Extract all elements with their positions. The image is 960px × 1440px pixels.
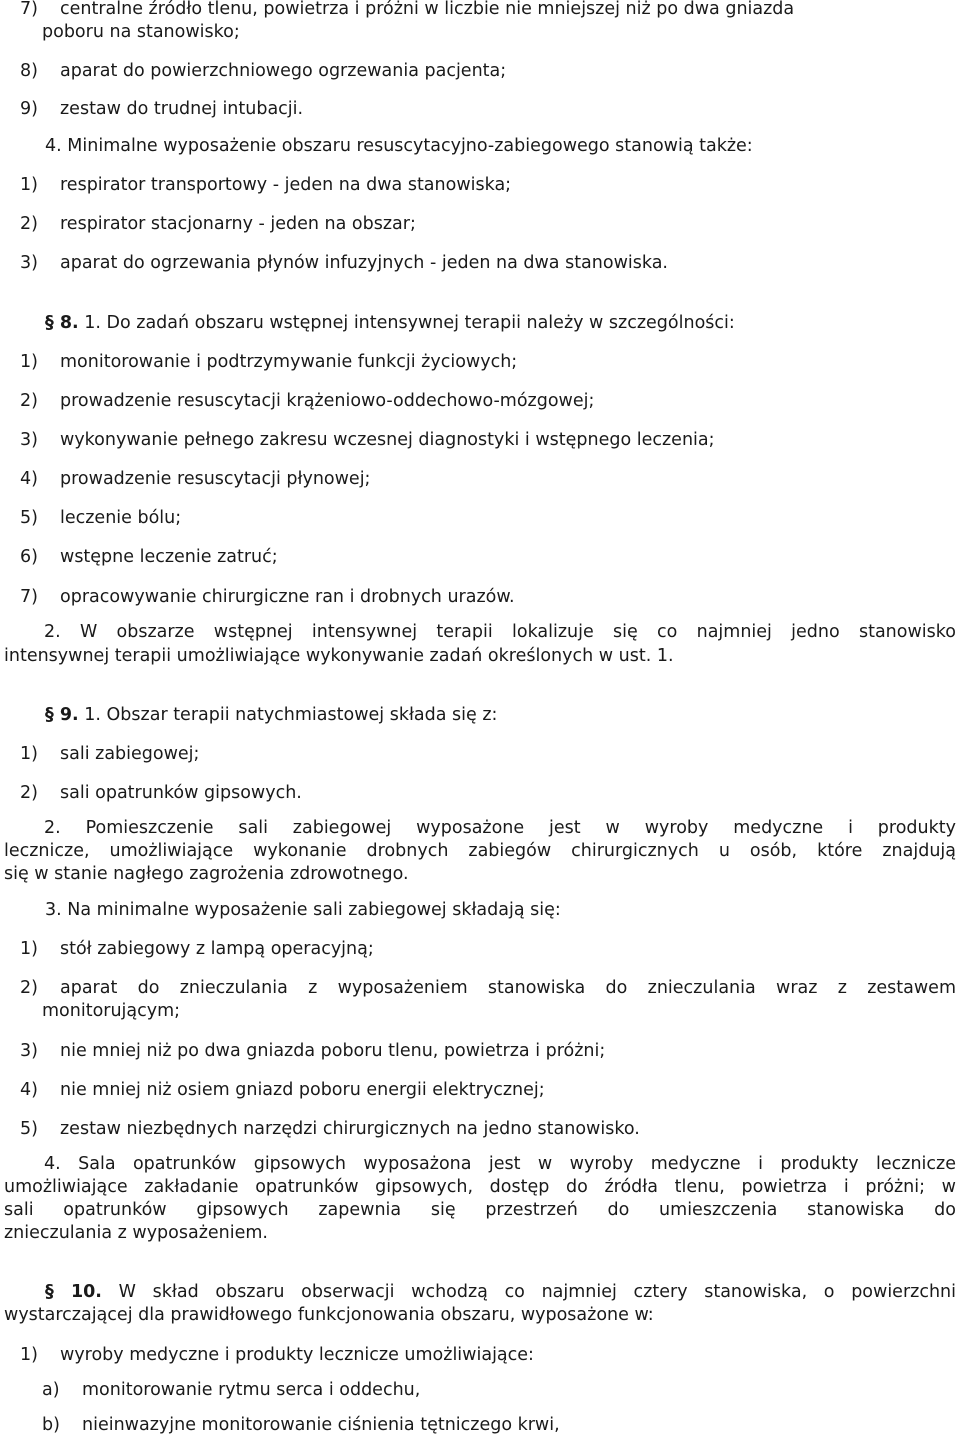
list-item: 2) respirator stacjonarny - jeden na obszar; xyxy=(20,214,416,234)
paragraph-9-ust-4-line: umożliwiające zakładanie opatrunków gipsowych, dostęp do źródła tlenu, powietrza i próżni; w xyxy=(4,1177,956,1197)
list-item: 1) monitorowanie i podtrzymywanie funkcji życiowych; xyxy=(20,352,518,372)
paragraph-10-heading: § 10. W skład obszaru obserwacji wchodzą co najmniej cztery stanowiska, o powierzchni xyxy=(45,1282,956,1302)
list-item: 1) stół zabiegowy z lampą operacyjną; xyxy=(20,939,374,959)
paragraph-9-ust-4-line: sali opatrunków gipsowych zapewnia się przestrzeń do umieszczenia stanowiska do xyxy=(4,1200,956,1220)
list-item: 5) zestaw niezbędnych narzędzi chirurgicznych na jedno stanowisko. xyxy=(20,1119,640,1139)
list-item: 8) aparat do powierzchniowego ogrzewania pacjenta; xyxy=(20,61,507,81)
paragraph-8-heading: § 8. 1. Do zadań obszaru wstępnej intensywnej terapii należy w szczególności: xyxy=(45,313,735,333)
paragraph-10-line: wystarczającej dla prawidłowego funkcjonowania obszaru, wyposażone w: xyxy=(4,1305,654,1325)
list-item-continuation: poboru na stanowisko; xyxy=(42,22,240,42)
paragraph-8-ust-2-line: 2. W obszarze wstępnej intensywnej terapii lokalizuje się co najmniej jedno stanowisko xyxy=(44,622,956,642)
list-item: 4) prowadzenie resuscytacji płynowej; xyxy=(20,469,371,489)
paragraph-sign: § 8. xyxy=(45,313,79,333)
sub-list-item: b) nieinwazyjne monitorowanie ciśnienia tętniczego krwi, xyxy=(42,1415,560,1435)
list-item: 2) sali opatrunków gipsowych. xyxy=(20,783,302,803)
list-item-continuation: monitorującym; xyxy=(42,1001,181,1021)
paragraph-9-ust-4-line: znieczulania z wyposażeniem. xyxy=(4,1223,268,1243)
paragraph-9-ust-2-line: się w stanie nagłego zagrożenia zdrowotnego. xyxy=(4,864,409,884)
paragraph-sign: § 9. xyxy=(45,705,79,725)
list-item: 1) sali zabiegowej; xyxy=(20,744,200,764)
list-item: 3) nie mniej niż po dwa gniazda poboru tlenu, powietrza i próżni; xyxy=(20,1041,606,1061)
list-item: 1) wyroby medyczne i produkty lecznicze umożliwiające: xyxy=(20,1345,534,1365)
list-item: 2) aparat do znieczulania z wyposażeniem stanowiska do znieczulania wraz z zestawem xyxy=(20,978,956,998)
list-item: 3) wykonywanie pełnego zakresu wczesnej diagnostyki i wstępnego leczenia; xyxy=(20,430,715,450)
paragraph-9-ust-2-line: lecznicze, umożliwiające wykonanie drobnych zabiegów chirurgicznych u osób, które znajdują xyxy=(4,841,956,861)
paragraph-sign: § 10. xyxy=(45,1282,102,1302)
paragraph-9-heading: § 9. 1. Obszar terapii natychmiastowej składa się z: xyxy=(45,705,498,725)
paragraph-9-ust-4-line: 4. Sala opatrunków gipsowych wyposażona jest w wyroby medyczne i produkty lecznicze xyxy=(44,1154,956,1174)
list-item: 1) respirator transportowy - jeden na dwa stanowiska; xyxy=(20,175,512,195)
list-item: 4) nie mniej niż osiem gniazd poboru energii elektrycznej; xyxy=(20,1080,545,1100)
list-item: 7) centralne źródło tlenu, powietrza i próżni w liczbie nie mniejszej niż po dwa gniazda xyxy=(20,0,795,19)
section-4-heading: 4. Minimalne wyposażenie obszaru resuscytacyjno-zabiegowego stanowią także: xyxy=(45,136,753,156)
list-item: 5) leczenie bólu; xyxy=(20,508,182,528)
paragraph-9-ust-3: 3. Na minimalne wyposażenie sali zabiegowej składają się: xyxy=(45,900,561,920)
paragraph-8-ust-2-line: intensywnej terapii umożliwiające wykonywanie zadań określonych w ust. 1. xyxy=(4,646,674,666)
list-item: 9) zestaw do trudnej intubacji. xyxy=(20,99,304,119)
list-item: 2) prowadzenie resuscytacji krążeniowo-oddechowo-mózgowej; xyxy=(20,391,595,411)
sub-list-item: a) monitorowanie rytmu serca i oddechu, xyxy=(42,1380,421,1400)
list-item: 3) aparat do ogrzewania płynów infuzyjnych - jeden na dwa stanowiska. xyxy=(20,253,668,273)
list-item: 7) opracowywanie chirurgiczne ran i drobnych urazów. xyxy=(20,587,515,607)
paragraph-9-ust-2-line: 2. Pomieszczenie sali zabiegowej wyposażone jest w wyroby medyczne i produkty xyxy=(44,818,956,838)
list-item: 6) wstępne leczenie zatruć; xyxy=(20,547,278,567)
